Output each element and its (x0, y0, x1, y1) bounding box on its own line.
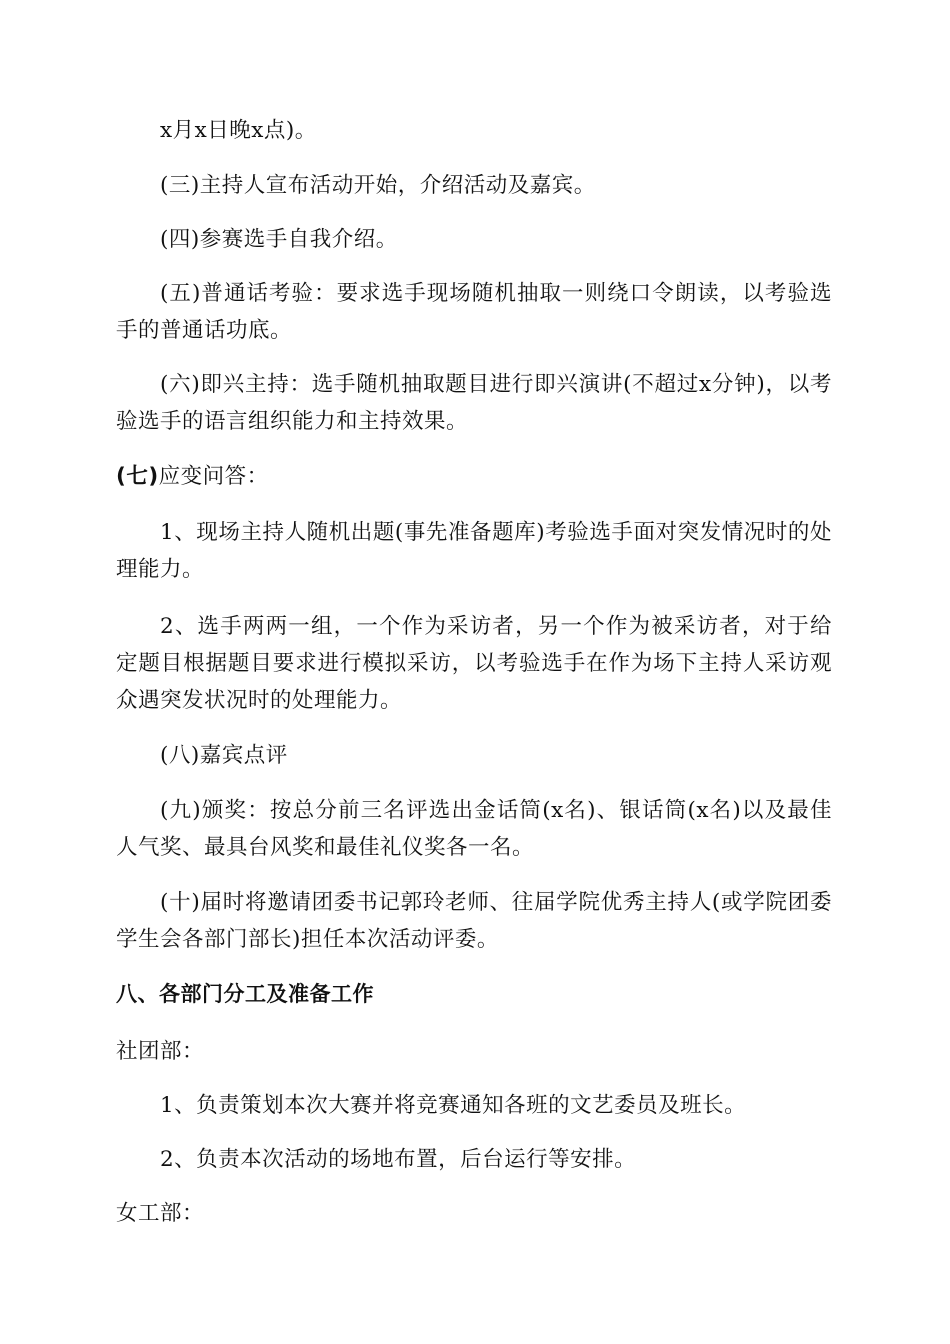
item-7-text: 应变问答： (158, 464, 269, 489)
paragraph-item-8: (八)嘉宾点评 (160, 743, 288, 768)
paragraph-item-5: (五)普通话考验：要求选手现场随机抽取一则绕口令朗读，以考验选手的普通话功底。 (116, 281, 832, 343)
paragraph-item-10: (十)届时将邀请团委书记郭玲老师、往届学院优秀主持人(或学院团委学生会各部门部长)担任本次活动评委。 (116, 890, 832, 952)
paragraph-item-7 (116, 458, 832, 495)
paragraph-subitem-2: 2、选手两两一组，一个作为采访者，另一个作为被采访者，对于给定题目根据题目要求进行模拟采访，以考验选手在作为场下主持人采访观众遇突发状况时的处理能力。 (116, 614, 832, 713)
department-label-nvgong: 女工部： (116, 1201, 205, 1226)
item-7-marker: (七) (116, 464, 159, 489)
paragraph-date-continuation: x月x日晚x点)。 (160, 118, 317, 143)
section-heading: 八、各部门分工及准备工作 (116, 982, 374, 1006)
paragraph-item-3: (三)主持人宣布活动开始，介绍活动及嘉宾。 (160, 173, 596, 198)
paragraph-item-4: (四)参赛选手自我介绍。 (160, 227, 398, 252)
shetuan-duty-1: 1、负责策划本次大赛并将竞赛通知各班的文艺委员及班长。 (160, 1093, 747, 1118)
department-label-shetuan: 社团部： (116, 1039, 205, 1064)
shetuan-duty-2: 2、负责本次活动的场地布置，后台运行等安排。 (160, 1147, 637, 1172)
paragraph-item-9: (九)颁奖：按总分前三名评选出金话筒(x名)、银话筒(x名)以及最佳人气奖、最具台风奖和最佳礼仪奖各一名。 (116, 798, 832, 860)
paragraph-subitem-1: 1、现场主持人随机出题(事先准备题库)考验选手面对突发情况时的处理能力。 (116, 520, 832, 582)
paragraph-item-6: (六)即兴主持：选手随机抽取题目进行即兴演讲(不超过x分钟)，以考验选手的语言组织能力和主持效果。 (116, 372, 832, 434)
